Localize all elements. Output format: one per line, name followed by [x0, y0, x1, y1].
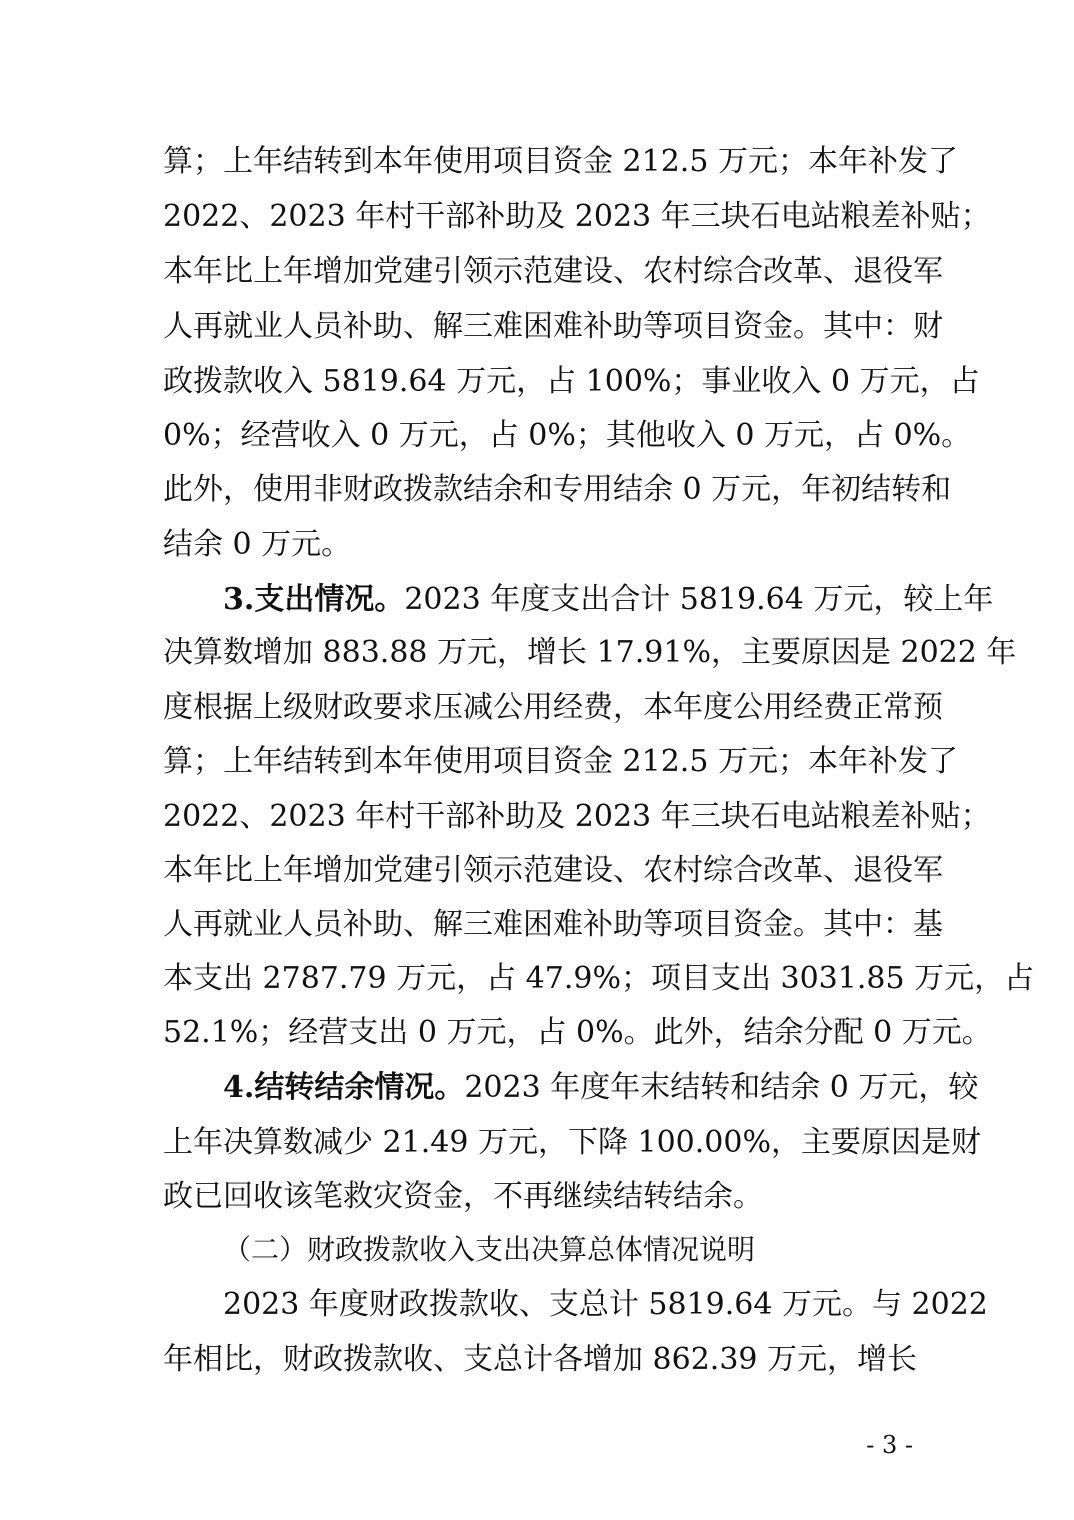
section-title: （二）财政拨款收入支出决算总体情况说明 — [223, 1233, 756, 1266]
body-text-line: 年相比，财政拨款收、支总计各增加 862.39 万元，增长 — [163, 1342, 918, 1377]
body-text-line: 度根据上级财政要求压减公用经费，本年度公用经费正常预 — [163, 690, 943, 725]
body-text-line: 本年比上年增加党建引领示范建设、农村综合改革、退役军 — [163, 254, 943, 289]
page-number: - 3 - — [866, 1431, 913, 1459]
body-text-line: 结余 0 万元。 — [163, 527, 352, 562]
body-text-line: 此外，使用非财政拨款结余和专用结余 0 万元，年初结转和 — [163, 472, 952, 507]
summary-first-line: 2023 年度财政拨款收、支总计 5819.64 万元。与 2022 — [223, 1287, 988, 1322]
body-text-line: 人再就业人员补助、解三难困难补助等项目资金。其中：基 — [163, 907, 943, 942]
body-text-line: 政拨款收入 5819.64 万元，占 100%；事业收入 0 万元，占 — [163, 364, 980, 399]
expense-paragraph-first-line — [223, 580, 994, 620]
body-text-line: 本年比上年增加党建引领示范建设、农村综合改革、退役军 — [163, 853, 943, 888]
carryover-lead-text: 2023 年度年末结转和结余 0 万元，较 — [464, 1070, 979, 1105]
body-text-line: 算；上年结转到本年使用项目资金 212.5 万元；本年补发了 — [163, 144, 958, 179]
body-text-line: 2022、2023 年村干部补助及 2023 年三块石电站粮差补贴； — [163, 799, 991, 834]
body-text-line: 2022、2023 年村干部补助及 2023 年三块石电站粮差补贴； — [163, 199, 991, 234]
carryover-paragraph-first-line — [223, 1068, 979, 1108]
body-text-line: 决算数增加 883.88 万元，增长 17.91%，主要原因是 2022 年 — [163, 635, 1017, 670]
body-text-line: 政已回收该笔救灾资金，不再继续结转结余。 — [163, 1179, 763, 1214]
expense-heading: 3.支出情况。 — [223, 582, 405, 617]
body-text-line: 上年决算数减少 21.49 万元，下降 100.00%，主要原因是财 — [163, 1125, 981, 1160]
body-text-line: 0%；经营收入 0 万元，占 0%；其他收入 0 万元，占 0%。 — [163, 418, 972, 453]
expense-lead-text: 2023 年度支出合计 5819.64 万元，较上年 — [404, 582, 994, 617]
body-text-line: 人再就业人员补助、解三难困难补助等项目资金。其中：财 — [163, 309, 943, 344]
carryover-heading: 4.结转结余情况。 — [223, 1070, 465, 1105]
body-text-line: 算；上年结转到本年使用项目资金 212.5 万元；本年补发了 — [163, 744, 958, 779]
body-text-line: 52.1%；经营支出 0 万元，占 0%。此外，结余分配 0 万元。 — [163, 1015, 992, 1050]
body-text-line: 本支出 2787.79 万元，占 47.9%；项目支出 3031.85 万元，占 — [163, 961, 1035, 996]
